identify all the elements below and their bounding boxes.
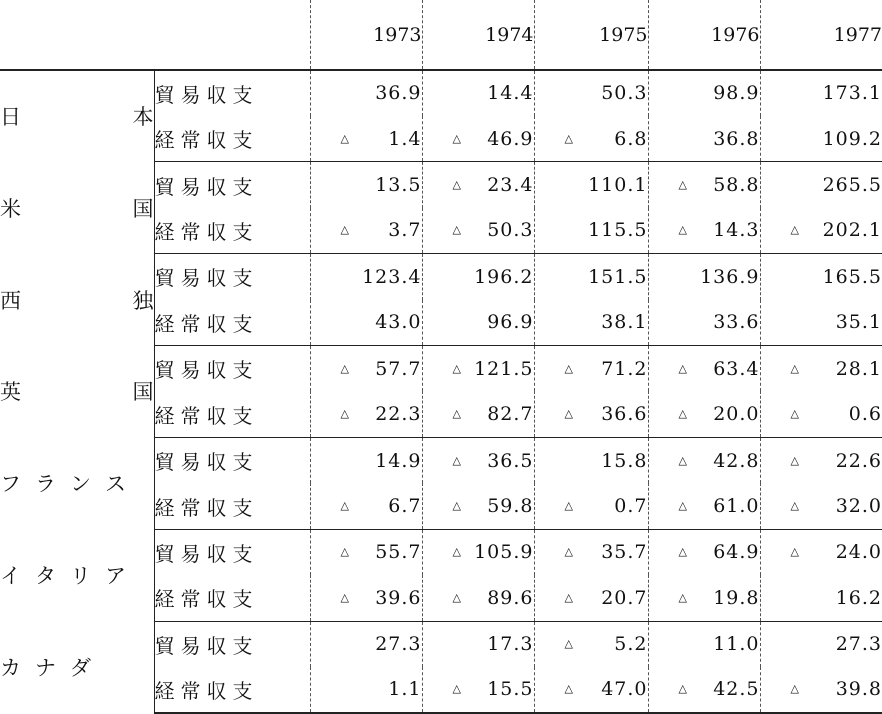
value-cell (760, 254, 882, 300)
value-number: 14.9 (375, 449, 422, 472)
negative-triangle-icon: △ (564, 131, 574, 145)
negative-triangle-icon: △ (452, 223, 462, 237)
value-number: 58.8 (713, 174, 760, 197)
trade-balance-label: 貿易収支 (154, 82, 259, 107)
value-number: 36.5 (487, 449, 534, 472)
value-cell (310, 116, 422, 162)
value-cell (534, 391, 648, 437)
value-number: 33.6 (713, 311, 760, 334)
value-cell (310, 437, 422, 483)
country-name-char: ス (105, 472, 126, 497)
value-number: 59.8 (487, 495, 534, 517)
value-number: 115.5 (588, 219, 648, 242)
negative-triangle-icon: △ (340, 407, 350, 421)
country-name (0, 254, 154, 346)
year-header: 1973 (310, 0, 422, 70)
value-cell (648, 116, 760, 162)
value-cell (760, 70, 882, 116)
negative-triangle-icon: △ (678, 545, 688, 559)
current-balance-label: 経常収支 (154, 483, 310, 529)
value-cell (422, 621, 534, 667)
value-cell (422, 667, 534, 713)
value-number: 28.1 (835, 357, 882, 380)
negative-triangle-icon: △ (452, 177, 462, 191)
current-balance-label: 経常収支 (154, 575, 310, 621)
negative-triangle-icon: △ (340, 361, 350, 375)
negative-triangle-icon: △ (564, 545, 574, 559)
negative-triangle-icon: △ (790, 498, 800, 512)
header-blank-label (154, 0, 310, 70)
value-cell (648, 346, 760, 392)
value-number: 0.7 (614, 495, 648, 517)
value-cell (534, 575, 648, 621)
value-cell (422, 391, 534, 437)
value-number: 265.5 (822, 174, 882, 197)
value-number: 1.1 (388, 678, 422, 701)
negative-triangle-icon: △ (564, 361, 574, 375)
value-number: 89.6 (487, 586, 534, 609)
negative-triangle-icon: △ (790, 453, 800, 467)
table-row (0, 529, 882, 575)
value-number: 36.6 (601, 403, 648, 426)
value-number: 11.0 (713, 633, 760, 656)
trade-balance-label: 貿易収支 (154, 450, 259, 475)
trade-balance-label: 貿易収支 (154, 174, 259, 199)
value-cell (422, 70, 534, 116)
country-name-char: タ (35, 564, 56, 589)
value-number: 42.5 (713, 678, 760, 701)
negative-triangle-icon: △ (452, 453, 462, 467)
country-name-char: 日 (0, 105, 21, 130)
value-number: 55.7 (375, 541, 422, 564)
negative-triangle-icon: △ (790, 682, 800, 696)
header-blank-country (0, 0, 154, 70)
value-number: 6.8 (614, 127, 648, 150)
value-number: 6.7 (388, 495, 422, 517)
value-cell (534, 483, 648, 529)
value-number: 105.9 (474, 541, 534, 564)
country-name-char: ダ (70, 656, 91, 681)
country-name-char: ナ (35, 656, 56, 681)
country-name-char: フ (0, 472, 21, 497)
value-number: 15.5 (487, 678, 534, 701)
value-number: 35.7 (601, 541, 648, 564)
value-number: 16.2 (835, 586, 882, 609)
value-number: 61.0 (713, 495, 760, 517)
value-number: 23.4 (487, 174, 534, 197)
value-number: 27.3 (375, 633, 422, 656)
country-name-char: カ (0, 656, 21, 681)
table-row (0, 254, 882, 300)
value-cell (310, 621, 422, 667)
negative-triangle-icon: △ (790, 361, 800, 375)
value-cell (534, 529, 648, 575)
negative-triangle-icon: △ (678, 407, 688, 421)
value-cell (648, 254, 760, 300)
negative-triangle-icon: △ (678, 361, 688, 375)
country-name-char: ア (105, 564, 126, 589)
value-number: 57.7 (375, 357, 422, 380)
value-number: 50.3 (601, 82, 648, 105)
value-cell (422, 254, 534, 300)
value-cell (422, 529, 534, 575)
value-cell (648, 575, 760, 621)
value-number: 14.3 (713, 219, 760, 242)
value-number: 196.2 (474, 265, 534, 288)
value-cell (760, 621, 882, 667)
value-cell (648, 208, 760, 254)
value-cell (760, 483, 882, 529)
country-name (0, 70, 154, 162)
value-number: 35.1 (835, 311, 882, 334)
value-number: 24.0 (835, 541, 882, 564)
negative-triangle-icon: △ (452, 590, 462, 604)
country-name (0, 346, 154, 438)
value-cell (648, 437, 760, 483)
value-number: 121.5 (474, 357, 534, 380)
table-row (0, 621, 882, 667)
value-number: 50.3 (487, 219, 534, 242)
value-cell (534, 116, 648, 162)
negative-triangle-icon: △ (452, 545, 462, 559)
value-number: 96.9 (487, 311, 534, 334)
country-name-char: 米 (0, 196, 21, 221)
value-number: 39.8 (835, 678, 882, 701)
value-cell (422, 300, 534, 346)
value-cell (648, 70, 760, 116)
value-number: 71.2 (601, 357, 648, 380)
negative-triangle-icon: △ (340, 498, 350, 512)
value-number: 14.4 (487, 82, 534, 105)
value-number: 20.7 (601, 586, 648, 609)
value-cell (422, 346, 534, 392)
table-body (0, 70, 882, 713)
value-cell (760, 575, 882, 621)
country-name-char: 国 (132, 380, 154, 405)
value-cell (422, 483, 534, 529)
value-number: 202.1 (822, 219, 882, 242)
value-number: 38.1 (601, 311, 648, 334)
value-number: 27.3 (835, 633, 882, 656)
value-cell (310, 254, 422, 300)
country-name-char: リ (70, 564, 91, 589)
negative-triangle-icon: △ (564, 590, 574, 604)
negative-triangle-icon: △ (678, 682, 688, 696)
negative-triangle-icon: △ (452, 131, 462, 145)
value-number: 123.4 (362, 265, 422, 288)
value-cell (422, 437, 534, 483)
value-cell (310, 208, 422, 254)
table-row (0, 162, 882, 208)
value-cell (760, 529, 882, 575)
negative-triangle-icon: △ (340, 545, 350, 559)
value-number: 32.0 (835, 495, 882, 517)
negative-triangle-icon: △ (564, 637, 574, 651)
country-name (0, 162, 154, 254)
value-number: 39.6 (375, 586, 422, 609)
value-cell (534, 70, 648, 116)
value-cell (648, 483, 760, 529)
negative-triangle-icon: △ (790, 223, 800, 237)
value-number: 3.7 (388, 219, 422, 242)
negative-triangle-icon: △ (678, 453, 688, 467)
negative-triangle-icon: △ (564, 682, 574, 696)
value-cell (760, 300, 882, 346)
country-name-char: ラ (35, 472, 56, 497)
year-header: 1976 (648, 0, 760, 70)
negative-triangle-icon: △ (678, 177, 688, 191)
country-name-char: 本 (132, 105, 154, 130)
value-cell (534, 162, 648, 208)
year-header: 1975 (534, 0, 648, 70)
value-cell (760, 437, 882, 483)
negative-triangle-icon: △ (564, 498, 574, 512)
value-cell (310, 70, 422, 116)
negative-triangle-icon: △ (452, 682, 462, 696)
value-cell (310, 300, 422, 346)
value-number: 22.6 (835, 449, 882, 472)
value-cell (760, 391, 882, 437)
value-cell (648, 391, 760, 437)
value-cell (534, 437, 648, 483)
trade-balance-label: 貿易収支 (154, 266, 259, 291)
value-cell (760, 346, 882, 392)
value-number: 13.5 (375, 174, 422, 197)
value-cell (648, 621, 760, 667)
value-cell (310, 575, 422, 621)
value-cell (422, 116, 534, 162)
value-cell (534, 254, 648, 300)
value-cell (310, 391, 422, 437)
value-cell (648, 667, 760, 713)
year-header: 1974 (422, 0, 534, 70)
value-number: 151.5 (588, 265, 648, 288)
value-cell (422, 162, 534, 208)
negative-triangle-icon: △ (340, 590, 350, 604)
value-cell (760, 208, 882, 254)
negative-triangle-icon: △ (678, 223, 688, 237)
table-row (0, 437, 882, 483)
country-name-char: イ (0, 564, 21, 589)
value-cell (534, 208, 648, 254)
value-cell (760, 667, 882, 713)
negative-triangle-icon: △ (564, 407, 574, 421)
table-row (0, 70, 882, 116)
value-cell (310, 667, 422, 713)
negative-triangle-icon: △ (340, 223, 350, 237)
value-number: 82.7 (487, 403, 534, 426)
country-name (0, 529, 154, 621)
trade-balance-label: 貿易収支 (154, 541, 259, 566)
negative-triangle-icon: △ (340, 131, 350, 145)
current-balance-label: 経常収支 (154, 116, 310, 162)
value-cell (310, 162, 422, 208)
country-name-char: 英 (0, 380, 21, 405)
value-number: 36.9 (375, 82, 422, 105)
current-balance-label: 経常収支 (154, 667, 310, 713)
value-cell (534, 300, 648, 346)
value-number: 173.1 (822, 82, 882, 105)
value-number: 110.1 (588, 174, 648, 197)
trade-balance-label: 貿易収支 (154, 633, 259, 658)
value-number: 42.8 (713, 449, 760, 472)
current-balance-label: 経常収支 (154, 208, 310, 254)
negative-triangle-icon: △ (452, 361, 462, 375)
negative-triangle-icon: △ (790, 545, 800, 559)
value-number: 17.3 (487, 633, 534, 656)
value-cell (648, 529, 760, 575)
country-name-char: ン (70, 472, 91, 497)
value-number: 136.9 (700, 265, 760, 288)
value-number: 5.2 (614, 633, 648, 656)
value-number: 43.0 (375, 311, 422, 334)
value-cell (534, 346, 648, 392)
year-header: 1977 (760, 0, 882, 70)
value-number: 109.2 (822, 127, 882, 150)
value-number: 20.0 (713, 403, 760, 426)
value-cell (648, 162, 760, 208)
value-cell (534, 667, 648, 713)
value-cell (422, 208, 534, 254)
value-number: 0.6 (848, 403, 882, 426)
trade-balance-label: 貿易収支 (154, 358, 259, 383)
value-number: 64.9 (713, 541, 760, 564)
negative-triangle-icon: △ (678, 498, 688, 512)
value-number: 15.8 (601, 449, 648, 472)
current-balance-label: 経常収支 (154, 391, 310, 437)
value-number: 165.5 (822, 265, 882, 288)
header-row (0, 0, 882, 70)
negative-triangle-icon: △ (452, 407, 462, 421)
country-name-char: 西 (0, 288, 21, 313)
value-cell (760, 116, 882, 162)
country-name (0, 437, 154, 529)
value-number: 19.8 (713, 586, 760, 609)
value-cell (648, 300, 760, 346)
negative-triangle-icon: △ (452, 498, 462, 512)
value-number: 46.9 (487, 127, 534, 150)
value-number: 22.3 (375, 403, 422, 426)
value-cell (310, 346, 422, 392)
value-number: 1.4 (388, 127, 422, 150)
value-number: 63.4 (713, 357, 760, 380)
value-number: 36.8 (713, 127, 760, 150)
negative-triangle-icon: △ (790, 407, 800, 421)
value-cell (534, 621, 648, 667)
negative-triangle-icon: △ (678, 590, 688, 604)
current-balance-label: 経常収支 (154, 300, 310, 346)
value-cell (310, 529, 422, 575)
value-cell (310, 483, 422, 529)
value-cell (760, 162, 882, 208)
value-cell (422, 575, 534, 621)
country-name-char: 国 (132, 196, 154, 221)
value-number: 98.9 (713, 82, 760, 105)
country-name-char: 独 (132, 288, 154, 313)
value-number: 47.0 (601, 678, 648, 701)
country-name (0, 621, 154, 713)
table-row (0, 346, 882, 392)
